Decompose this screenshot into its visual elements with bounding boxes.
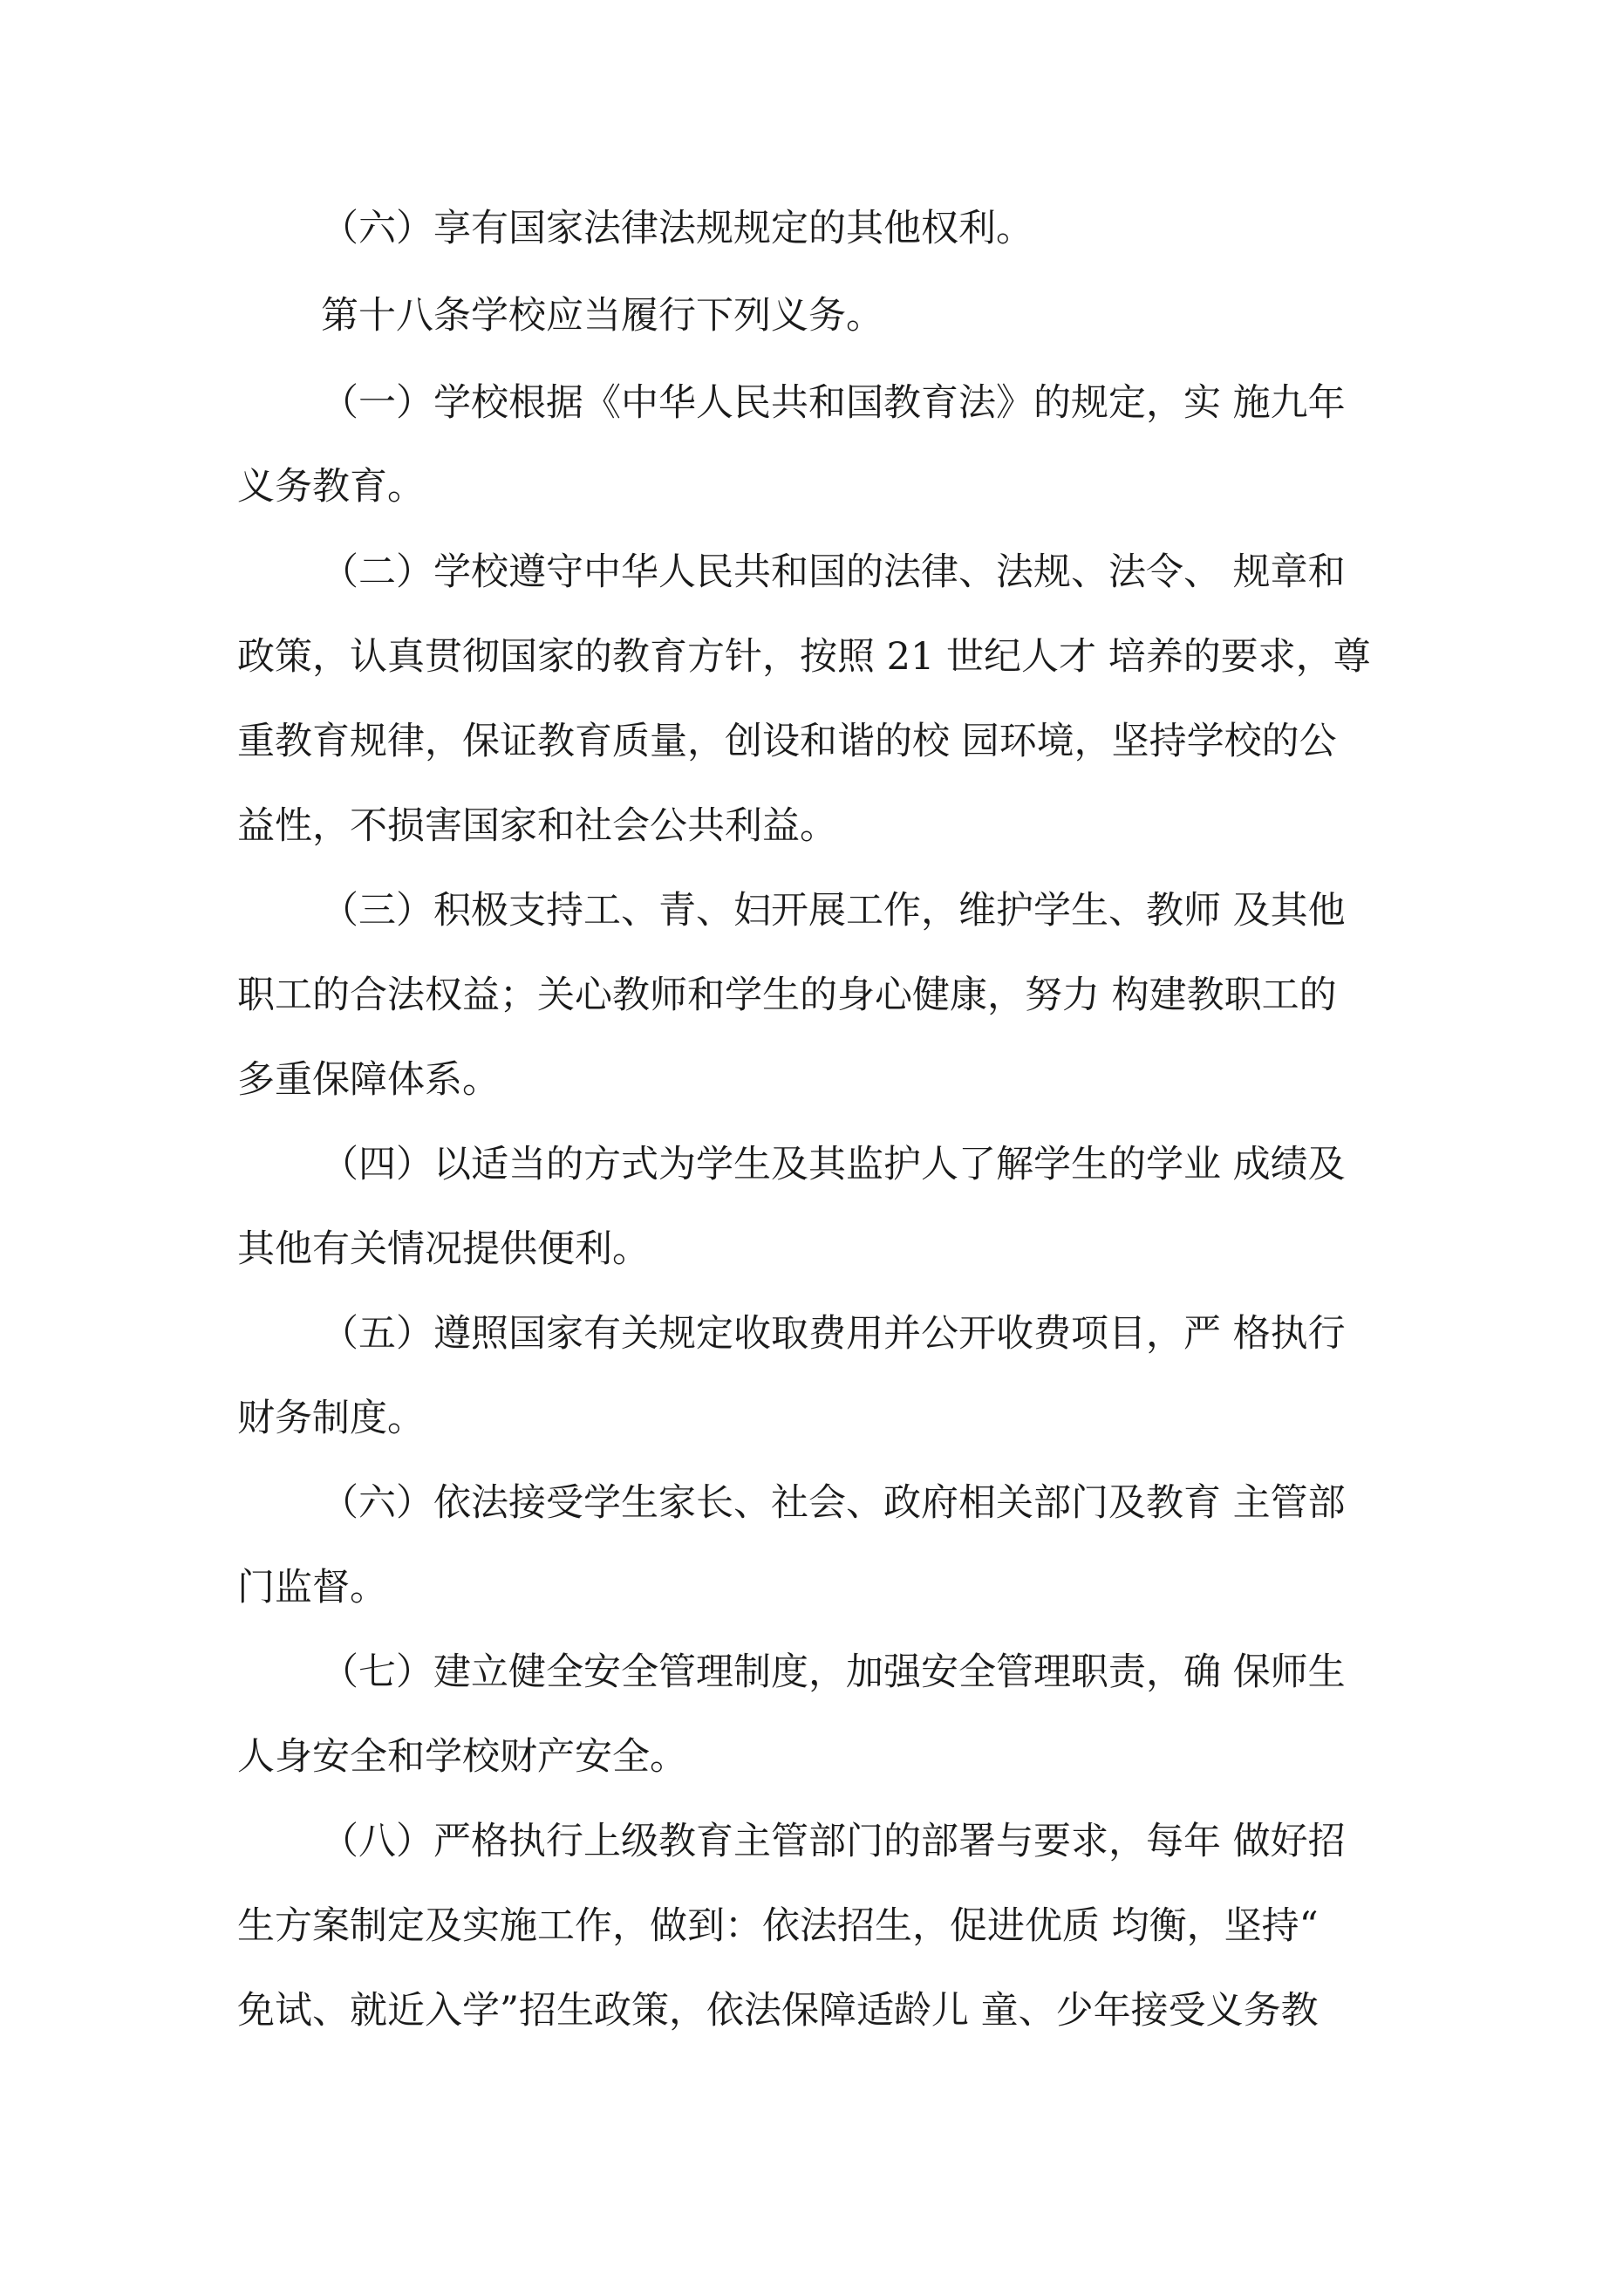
- text-line: （三）积极支持工、青、妇开展工作，维护学生、教师 及其他: [321, 889, 1346, 933]
- text-line: 其他有关情况提供便利。: [237, 1227, 650, 1271]
- text-line: 职工的合法权益；关心教师和学生的身心健康，努力 构建教职工的: [237, 974, 1337, 1017]
- text-line: （六）享有国家法律法规规定的其他权利。: [321, 207, 1033, 250]
- text-line: 免试、就近入学”招生政策，依法保障适龄儿 童、少年接受义务教: [237, 1989, 1319, 2033]
- text-line: （五）遵照国家有关规定收取费用并公开收费项目，严 格执行: [321, 1312, 1346, 1356]
- text-line: 财务制度。: [237, 1397, 425, 1440]
- text-line: 生方案制定及实施工作，做到：依法招生，促进优质 均衡，坚持“: [237, 1904, 1319, 1948]
- text-line: （八）严格执行上级教育主管部门的部署与要求，每年 做好招: [321, 1820, 1346, 1863]
- text-line: 人身安全和学校财产安全。: [237, 1735, 687, 1779]
- text-line: 多重保障体系。: [237, 1058, 500, 1102]
- text-line: 门监督。: [237, 1566, 387, 1609]
- text-line: （六）依法接受学生家长、社会、政府相关部门及教育 主管部: [321, 1481, 1346, 1525]
- text-line: 义务教育。: [237, 465, 425, 509]
- text-line: （四）以适当的方式为学生及其监护人了解学生的学业 成绩及: [321, 1143, 1346, 1186]
- text-line: （一）学校根据《中华人民共和国教育法》的规定，实 施九年: [321, 381, 1346, 425]
- article-heading: 第十八条学校应当履行下列义务。: [321, 294, 883, 338]
- text-line: 益性，不损害国家和社会公共利益。: [237, 804, 837, 848]
- text-line: （七）建立健全安全管理制度，加强安全管理职责，确 保师生: [321, 1650, 1346, 1694]
- text-line: （二）学校遵守中华人民共和国的法律、法规、法令、 规章和: [321, 550, 1346, 594]
- text-line: 政策，认真贯彻国家的教育方针，按照 21 世纪人才 培养的要求，尊: [237, 635, 1371, 679]
- text-line: 重教育规律，保证教育质量，创设和谐的校 园环境，坚持学校的公: [237, 720, 1337, 763]
